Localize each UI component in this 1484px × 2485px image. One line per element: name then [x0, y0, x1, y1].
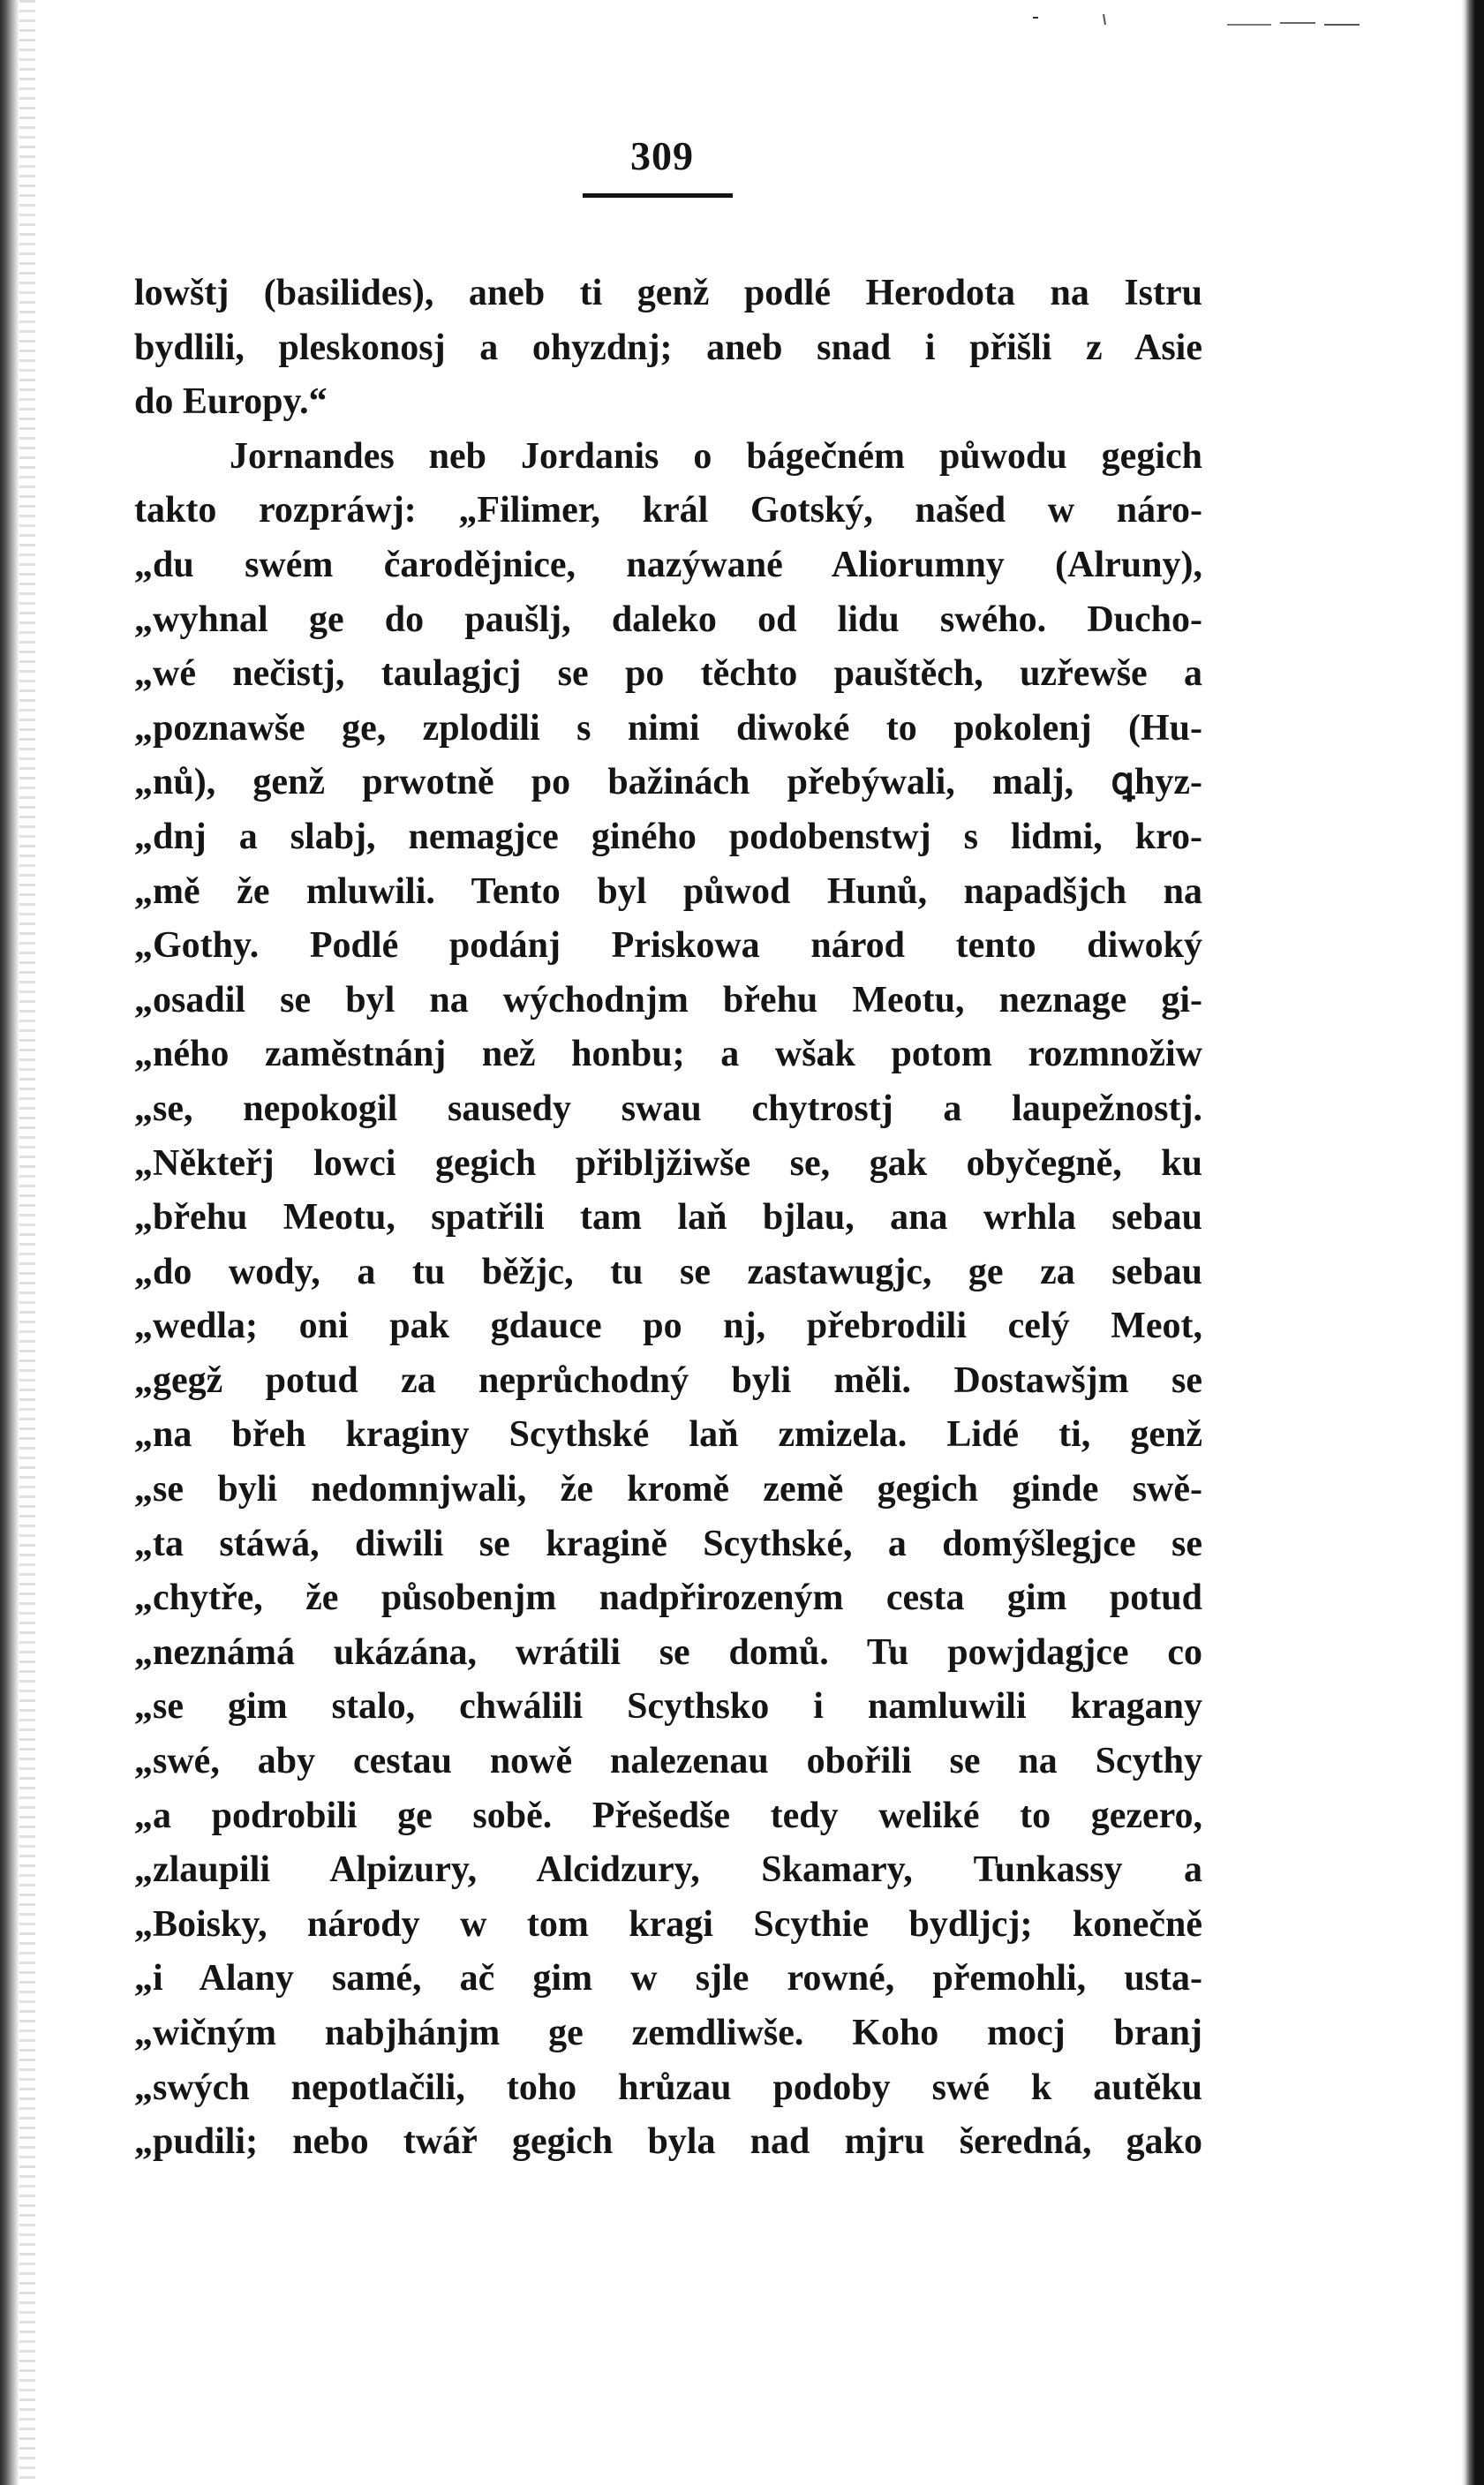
text-line: „Někteřj lowci gegich přibljžiwše se, gak obyčegně, ku	[134, 1142, 1202, 1184]
text-line: „wé nečistj, taulagjcj se po těchto pauštěch, uzřewše a	[134, 653, 1202, 695]
text-line: „wyhnal ge do paušlj, daleko od lidu swého. Ducho-	[134, 599, 1202, 640]
text-line: „a podrobili ge sobě. Přešedše tedy weliké to gezero,	[134, 1795, 1202, 1836]
text-line: do Europy.“	[134, 381, 328, 423]
text-line: „se, nepokogil sausedy swau chytrostj a laupežnostj.	[134, 1088, 1202, 1129]
page-number-rule	[583, 193, 733, 198]
body-text	[134, 267, 1202, 2170]
text-line: bydlili, pleskonosj a ohyzdnj; aneb snad i přišli z Asie	[134, 327, 1202, 368]
text-line: „neznámá ukázána, wrátili se domů. Tu powjdagjce co	[134, 1631, 1202, 1673]
text-line: „Boisky, národy w tom kragi Scythie bydljcj; konečně	[134, 1903, 1202, 1945]
text-line: „wičným nabjhánjm ge zemdliwše. Koho mocj branj	[134, 2013, 1202, 2053]
text-line: „Gothy. Podlé podánj Priskowa národ tento diwoký	[134, 925, 1202, 967]
text-line: „osadil se byl na wýchodnjm břehu Meotu, neznage gi-	[134, 979, 1202, 1020]
page-binding-shadow	[0, 0, 19, 2485]
page-number: 309	[630, 133, 694, 178]
text-line: „na břeh kraginy Scythské laň zmizela. Lidé ti, genž	[134, 1414, 1202, 1456]
page-binding-texture	[19, 0, 35, 2485]
text-line: Jornandes neb Jordanis o bágečném půwodu gegich	[230, 435, 1202, 477]
text-line: „poznawše ge, zplodili s nimi diwoké to pokolenj (Hu-	[134, 707, 1202, 749]
page-edge-shadow	[1461, 0, 1484, 2485]
text-line: „břehu Meotu, spatřili tam laň bjlau, ana wrhla sebau	[134, 1197, 1202, 1239]
text-line: „pudili; nebo twář gegich byla nad mjru šeredná, gako	[134, 2121, 1202, 2163]
text-line: „i Alany samé, ač gim w sjle rowné, přemohli, usta-	[134, 1958, 1202, 1999]
text-line: „ta stáwá, diwili se kragině Scythské, a domýšlegjce se	[134, 1523, 1202, 1564]
text-line: „se gim stalo, chwálili Scythsko i namluwili kragany	[134, 1686, 1202, 1728]
text-line: „dnj a slabj, nemagjce giného podobenstwj s lidmi, kro-	[134, 816, 1202, 857]
text-line: lowštj (basilides), aneb ti genž podlé Herodota na Istru	[134, 273, 1202, 313]
text-line: „wedla; oni pak gdauce po nj, přebrodili celý Meot,	[134, 1306, 1202, 1347]
text-line: „gegž potud za neprůchodný byli měli. Dostawšjm se	[134, 1359, 1202, 1401]
text-line: „nů), genž prwotně po bažinách přebýwali, malj, ꝗhyz-	[134, 762, 1202, 803]
text-line: „swých nepotlačili, toho hrůzau podoby swé k autěku	[134, 2067, 1202, 2108]
text-line: „se byli nedomnjwali, že kromě země gegich ginde swě-	[134, 1469, 1202, 1510]
text-line: „do wody, a tu běžjc, tu se zastawugjc, ge za sebau	[134, 1251, 1202, 1292]
text-line: „chytře, že působenjm nadpřirozeným cesta gim potud	[134, 1578, 1202, 1619]
text-line: „swé, aby cestau nowě nalezenau obořili se na Scythy	[134, 1741, 1202, 1782]
scan-artifact-marks	[998, 12, 1368, 30]
text-line: „ného zaměstnánj než honbu; a wšak potom rozmnožiw	[134, 1034, 1202, 1075]
text-line: „zlaupili Alpizury, Alcidzury, Skamary, Tunkassy a	[134, 1849, 1202, 1891]
text-line: takto rozpráwj: „Filimer, král Gotský, našed w náro-	[134, 490, 1202, 531]
text-line: „mě že mluwili. Tento byl půwod Hunů, napadšjch na	[134, 870, 1202, 912]
text-line: „du swém čarodějnice, nazýwané Aliorumny (Alruny),	[134, 544, 1202, 585]
